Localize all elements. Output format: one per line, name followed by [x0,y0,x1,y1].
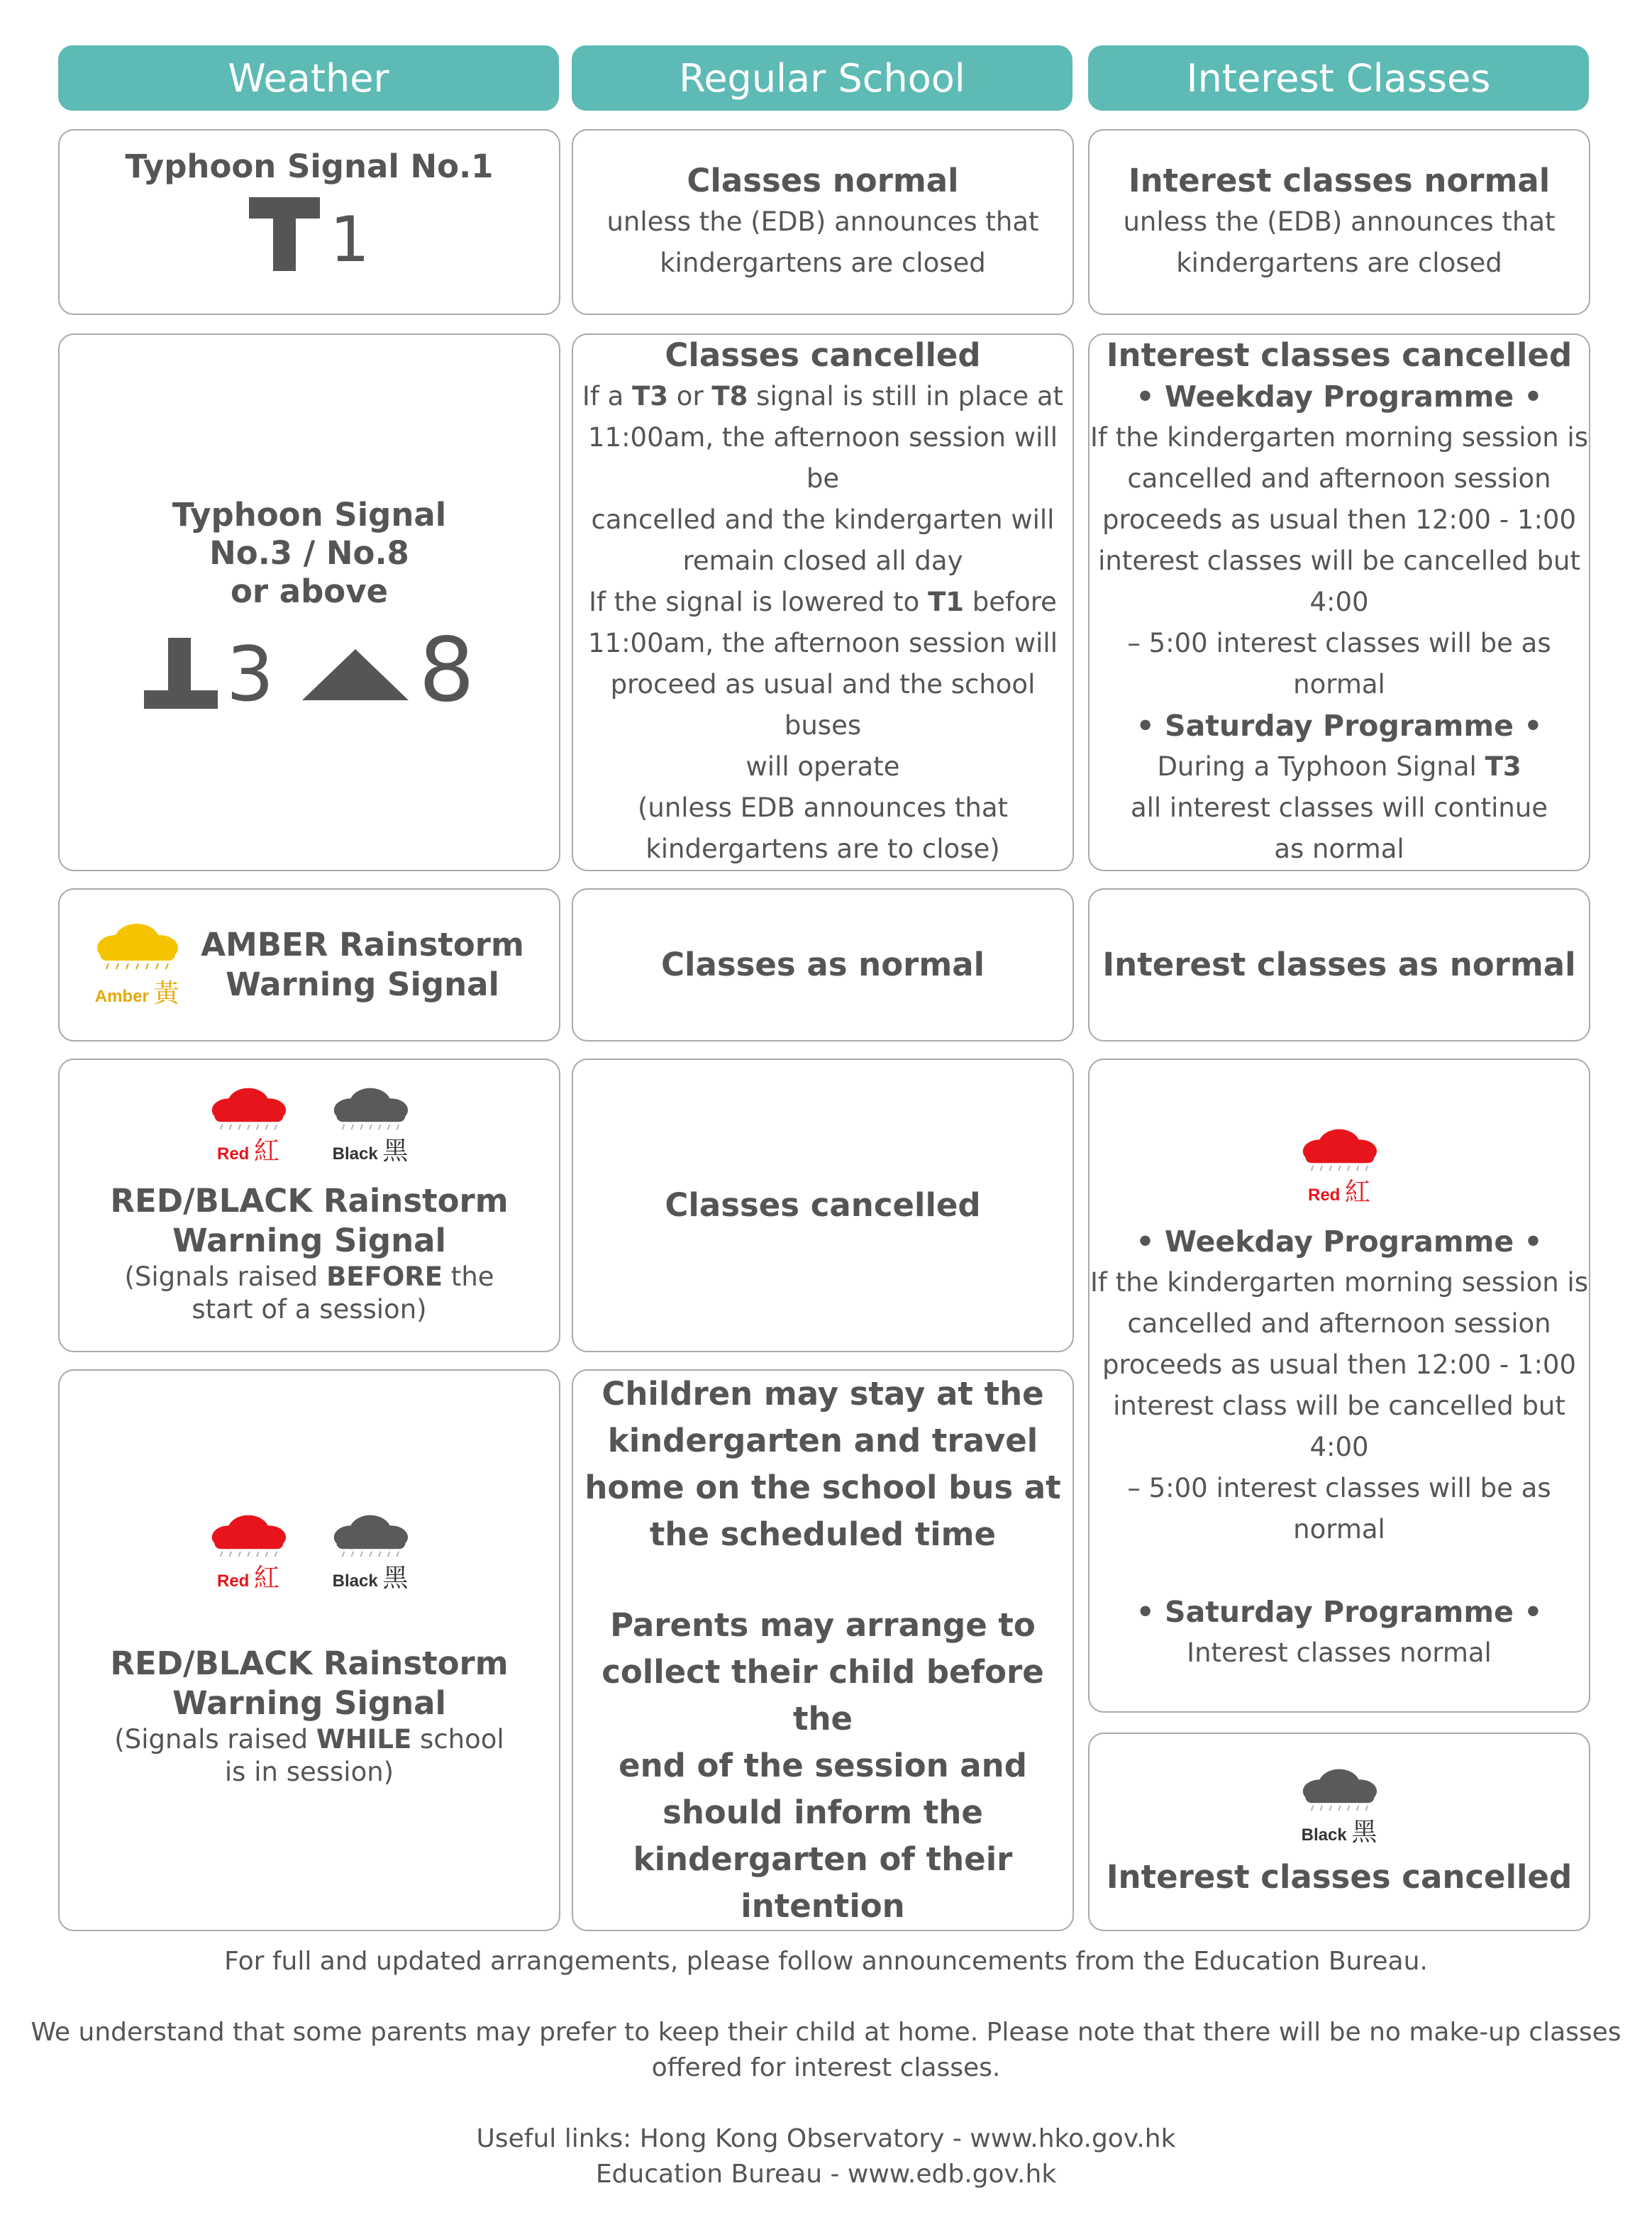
regular-while-line: kindergarten and travel [607,1422,1038,1459]
regular-while-line: kindergarten of their [633,1840,1013,1878]
black-cloud-icon [331,1513,410,1558]
red-rainstorm-icon [209,1085,288,1167]
regular-while-line: intention [741,1887,905,1925]
footer-link-edb: Education Bureau - www.edb.gov.hk [595,2160,1057,2189]
interest-t3-title: Interest classes cancelled [1106,336,1573,374]
typhoon-t-icon [249,197,320,271]
regular-t3-line: If a T3 or T8 signal is still in place at [582,381,1064,411]
weather-redblack-note: start of a session) [192,1293,427,1325]
t1-signal-icon [249,197,370,276]
header-weather: Weather [58,45,559,111]
interest-t1-cell [1088,129,1590,315]
amber-rainstorm-icon [94,921,179,1010]
weather-redblack-note: (Signals raised WHILE school [114,1723,504,1755]
amber-icon-cjk: 黃 [153,978,179,1007]
interest-black-text: Interest classes cancelled [1106,1857,1573,1896]
amber-cloud-icon [94,921,179,971]
red-icon-label: Red [216,1571,250,1591]
interest-black-cell [1088,1733,1590,1931]
weather-t3-cell [58,333,560,871]
t3-t8-signal-icons [144,619,475,722]
interest-t3-line: as normal [1274,834,1404,864]
regular-amber-cell [572,888,1074,1042]
interest-t3-line: interest classes will be cancelled but 4:00 [1098,546,1580,617]
regular-while-line: home on the school bus at [584,1469,1061,1506]
weather-t3-title: or above [230,573,389,610]
regular-t1-line: kindergartens are closed [660,248,986,278]
interest-t1-line: kindergartens are closed [1176,248,1502,278]
typhoon-inverted-t-icon [144,638,218,709]
interest-t3-line: all interest classes will continue [1130,792,1548,823]
weather-redblack-note: (Signals raised BEFORE the [124,1261,494,1292]
regular-amber-text: Classes as normal [661,946,985,983]
interest-t3-line: proceeds as usual then 12:00 - 1:00 [1102,504,1577,535]
red-black-icons [209,1513,410,1594]
regular-redblack-before-cell [572,1059,1074,1352]
weather-amber-title: Warning Signal [226,966,499,1003]
black-icon-label: Black [1301,1825,1347,1845]
header-interest-classes: Interest Classes [1088,45,1589,111]
interest-red-line: proceeds as usual then 12:00 - 1:00 [1102,1349,1577,1380]
red-icon-label: Red [216,1144,250,1164]
red-icon-cjk: 紅 [1345,1176,1371,1206]
interest-amber-text: Interest classes as normal [1102,946,1576,983]
interest-t3-line: During a Typhoon Signal T3 [1157,751,1521,782]
regular-while-line: Parents may arrange to [610,1606,1036,1644]
red-black-icons [209,1085,410,1167]
black-icon-cjk: 黑 [382,1562,409,1592]
weekday-programme-heading: • Weekday Programme • [1136,1224,1543,1259]
regular-redblack-before-text: Classes cancelled [665,1186,981,1224]
regular-t3-line: (unless EDB announces that [637,792,1009,823]
black-cloud-icon [1299,1767,1379,1812]
black-rainstorm-icon [331,1085,410,1167]
black-icon-cjk: 黑 [1351,1816,1377,1846]
black-icon-label: Black [332,1144,378,1164]
regular-while-line: collect their child before the [602,1653,1044,1737]
interest-t1-title: Interest classes normal [1128,162,1551,199]
regular-t1-title: Classes normal [687,162,959,199]
weather-redblack-title: Warning Signal [172,1684,446,1722]
regular-t3-line: proceed as usual and the school buses [610,669,1036,741]
black-icon-cjk: 黑 [382,1135,409,1165]
footer-note: offered for interest classes. [651,2053,1001,2082]
interest-red-line: cancelled and afternoon session [1127,1308,1551,1339]
weather-amber-title: AMBER Rainstorm [201,926,524,963]
interest-t3-line: – 5:00 interest classes will be as normal [1127,628,1551,700]
footer-note: We understand that some parents may prefer to keep their child at home. Please note that there will be no make-up classes [31,2018,1621,2047]
interest-t3-line: If the kindergarten morning session is [1090,422,1588,453]
footer-notice: For full and updated arrangements, please follow announcements from the Education Bureau. [224,1947,1428,1976]
red-cloud-icon [1299,1127,1379,1172]
weather-redblack-before-cell [58,1059,560,1352]
regular-t3-title: Classes cancelled [665,336,981,374]
interest-red-line: interest class will be cancelled but 4:00 [1113,1390,1565,1462]
interest-red-cell [1088,1059,1590,1713]
weather-redblack-note: is in session) [224,1756,394,1787]
interest-red-line: Interest classes normal [1187,1637,1492,1668]
regular-redblack-while-cell [572,1369,1074,1931]
regular-while-line: should inform the [663,1794,983,1831]
t1-number: 1 [330,203,370,276]
weather-redblack-title: RED/BLACK Rainstorm [110,1181,509,1220]
footer-link-hko: Useful links: Hong Kong Observatory - www.hko.gov.hk [476,2124,1176,2153]
saturday-programme-heading: • Saturday Programme • [1136,709,1543,743]
interest-t3-line: cancelled and afternoon session [1127,463,1551,494]
regular-t3-line: If the signal is lowered to T1 before [589,587,1057,617]
regular-t1-line: unless the (EDB) announces that [606,206,1039,237]
black-icon-label: Black [332,1571,378,1591]
red-icon-cjk: 紅 [254,1135,280,1165]
saturday-programme-heading: • Saturday Programme • [1136,1594,1543,1629]
interest-t1-line: unless the (EDB) announces that [1123,206,1556,237]
t8-number: 8 [418,619,475,722]
regular-t3-line: 11:00am, the afternoon session will [588,628,1058,658]
interest-red-line: If the kindergarten morning session is [1090,1266,1588,1298]
regular-while-line: end of the session and [619,1747,1027,1784]
weekday-programme-heading: • Weekday Programme • [1136,380,1543,414]
black-rainstorm-icon [1299,1767,1379,1848]
weather-t3-title: No.3 / No.8 [209,534,409,572]
regular-t3-line: will operate [745,751,900,782]
typhoon-triangle-icon [302,649,409,700]
red-cloud-icon [209,1085,288,1131]
regular-while-line: Children may stay at the [602,1375,1044,1413]
weather-t1-cell [58,129,560,315]
weather-redblack-while-cell [58,1369,560,1931]
interest-red-line: – 5:00 interest classes will be as normal [1127,1472,1551,1545]
weather-t1-title: Typhoon Signal No.1 [125,148,494,185]
weather-t3-title: Typhoon Signal [172,496,447,534]
red-icon-label: Red [1307,1185,1341,1205]
regular-t3-cell [572,333,1074,871]
weather-amber-cell [58,888,560,1042]
weather-redblack-title: RED/BLACK Rainstorm [110,1644,509,1682]
t3-number: 3 [226,631,275,718]
red-rainstorm-icon [209,1513,288,1594]
regular-t3-line: 11:00am, the afternoon session will be [588,422,1058,494]
regular-t1-cell [572,129,1074,315]
black-rainstorm-icon [331,1513,410,1594]
black-cloud-icon [331,1085,410,1131]
amber-icon-label: Amber [94,986,149,1006]
regular-while-line: the scheduled time [649,1515,997,1553]
regular-t3-line: kindergartens are to close) [645,834,1000,864]
red-cloud-icon [209,1513,288,1558]
header-regular-school: Regular School [572,45,1072,111]
interest-t3-cell [1088,333,1590,871]
regular-t3-line: cancelled and the kindergarten will [591,504,1055,535]
red-rainstorm-icon [1299,1127,1379,1208]
weather-redblack-title: Warning Signal [172,1221,446,1259]
interest-amber-cell [1088,888,1590,1042]
regular-t3-line: remain closed all day [682,546,963,576]
red-icon-cjk: 紅 [254,1562,280,1592]
